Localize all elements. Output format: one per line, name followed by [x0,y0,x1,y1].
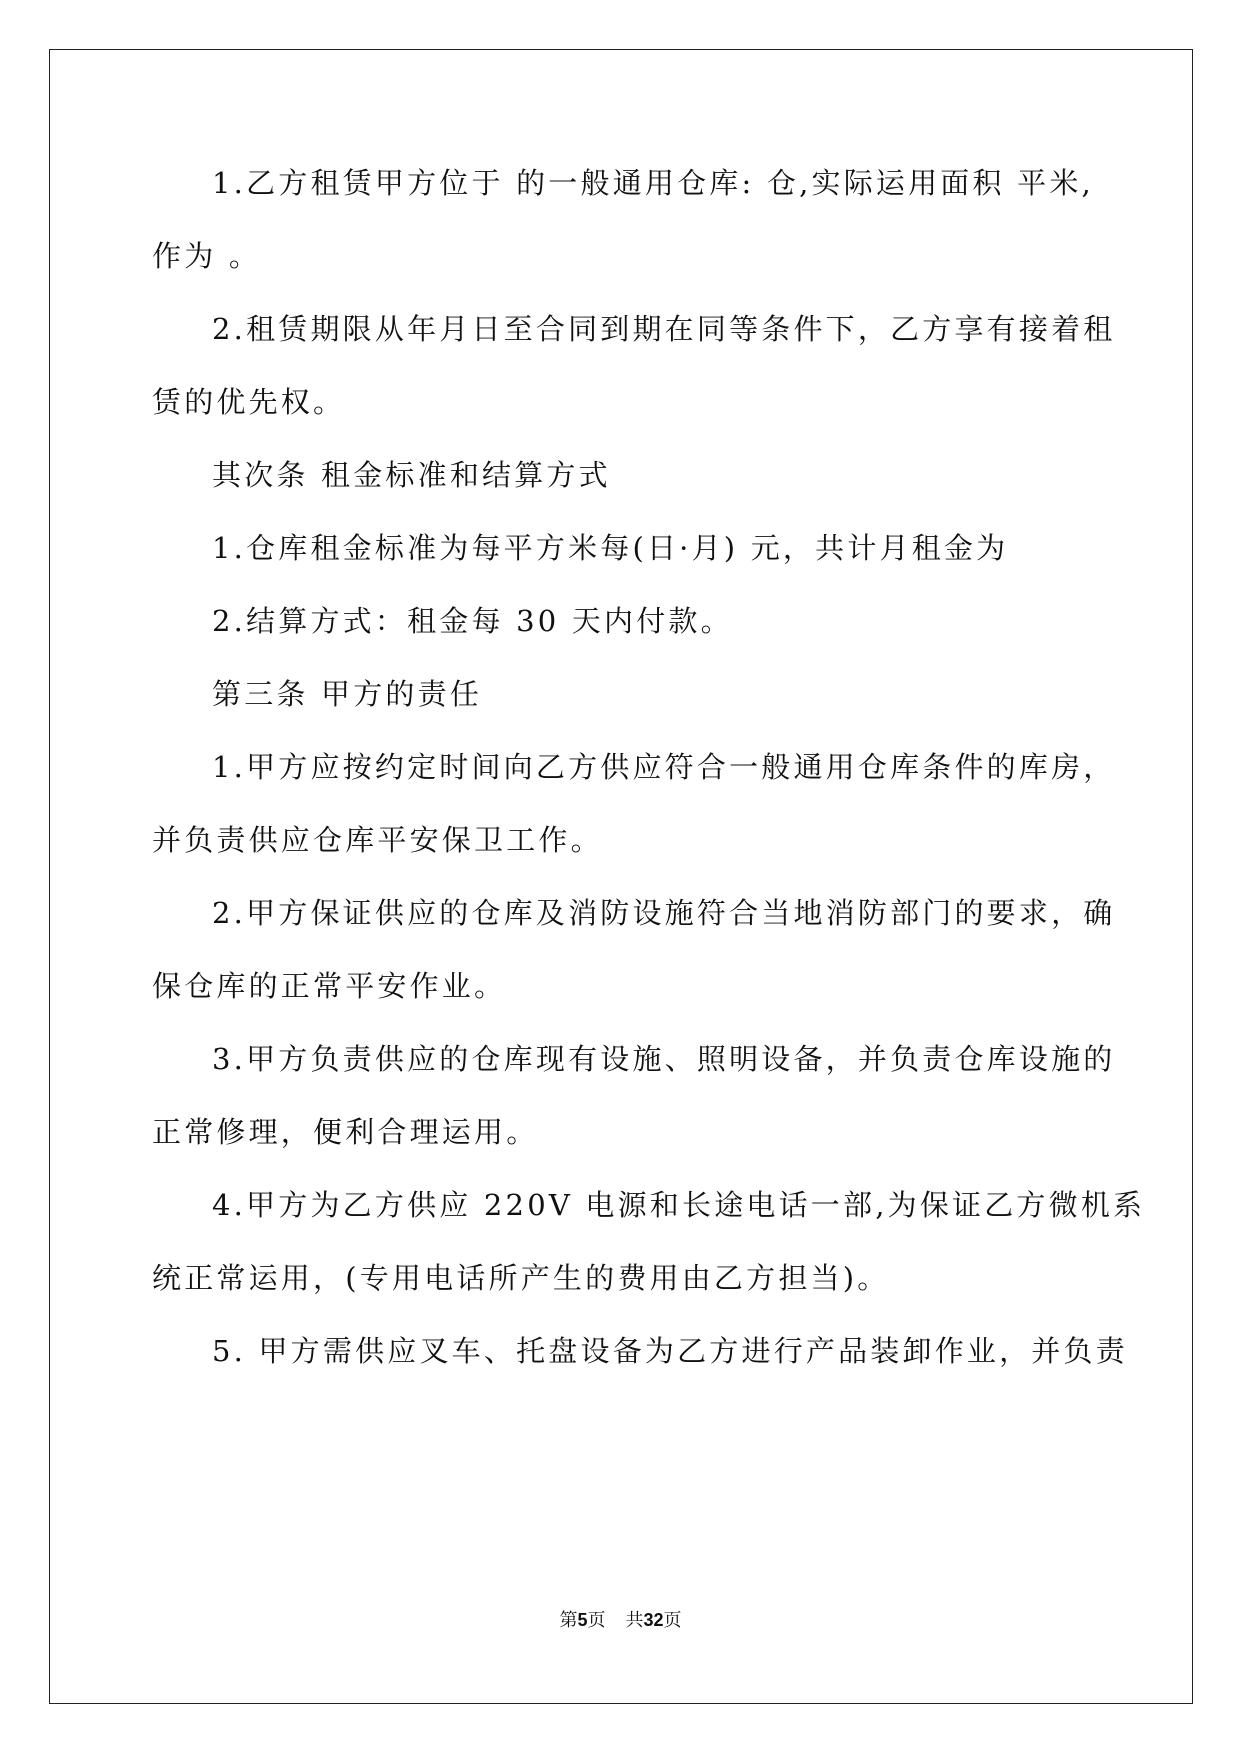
paragraph-line: 4.甲方为乙方供应 220V 电源和长途电话一部,为保证乙方微机系 [212,1188,1146,1222]
paragraph-line: 3.甲方负责供应的仓库现有设施、照明设备，并负责仓库设施的 [212,1042,1116,1076]
section-heading: 第三条 甲方的责任 [212,677,483,711]
section-heading: 其次条 租金标准和结算方式 [212,458,611,492]
total-pages: 32 [643,1610,664,1630]
paragraph-line: 5. 甲方需供应叉车、托盘设备为乙方进行产品装卸作业，并负责 [212,1334,1128,1368]
page-suffix: 页 [587,1610,606,1631]
paragraph-line: 2.结算方式：租金每 30 天内付款。 [212,604,733,638]
paragraph-line: 赁的优先权。 [152,385,346,419]
paragraph-line: 2.甲方保证供应的仓库及消防设施符合当地消防部门的要求，确 [212,896,1116,930]
paragraph-line: 正常修理，便利合理运用。 [152,1115,539,1149]
total-prefix: 共 [625,1610,644,1631]
page-number: 5 [577,1610,588,1630]
paragraph-line: 1.乙方租赁甲方位于 的一般通用仓库: 仓,实际运用面积 平米, [212,166,1094,200]
paragraph-line: 统正常运用，(专用电话所产生的费用由乙方担当)。 [152,1261,890,1295]
page-footer [0,1606,1241,1632]
paragraph-line: 并负责供应仓库平安保卫工作。 [152,823,603,857]
paragraph-line: 保仓库的正常平安作业。 [152,969,507,1003]
paragraph-line: 1.仓库租金标准为每平方米每(日·月) 元，共计月租金为 [212,531,1009,565]
paragraph-line: 作为 。 [152,239,262,273]
paragraph-line: 1.甲方应按约定时间向乙方供应符合一般通用仓库条件的库房， [212,750,1116,784]
paragraph-line: 2.租赁期限从年月日至合同到期在同等条件下，乙方享有接着租 [212,312,1116,346]
page-border [49,49,1193,1704]
page-prefix: 第 [559,1610,578,1631]
total-suffix: 页 [663,1610,682,1631]
